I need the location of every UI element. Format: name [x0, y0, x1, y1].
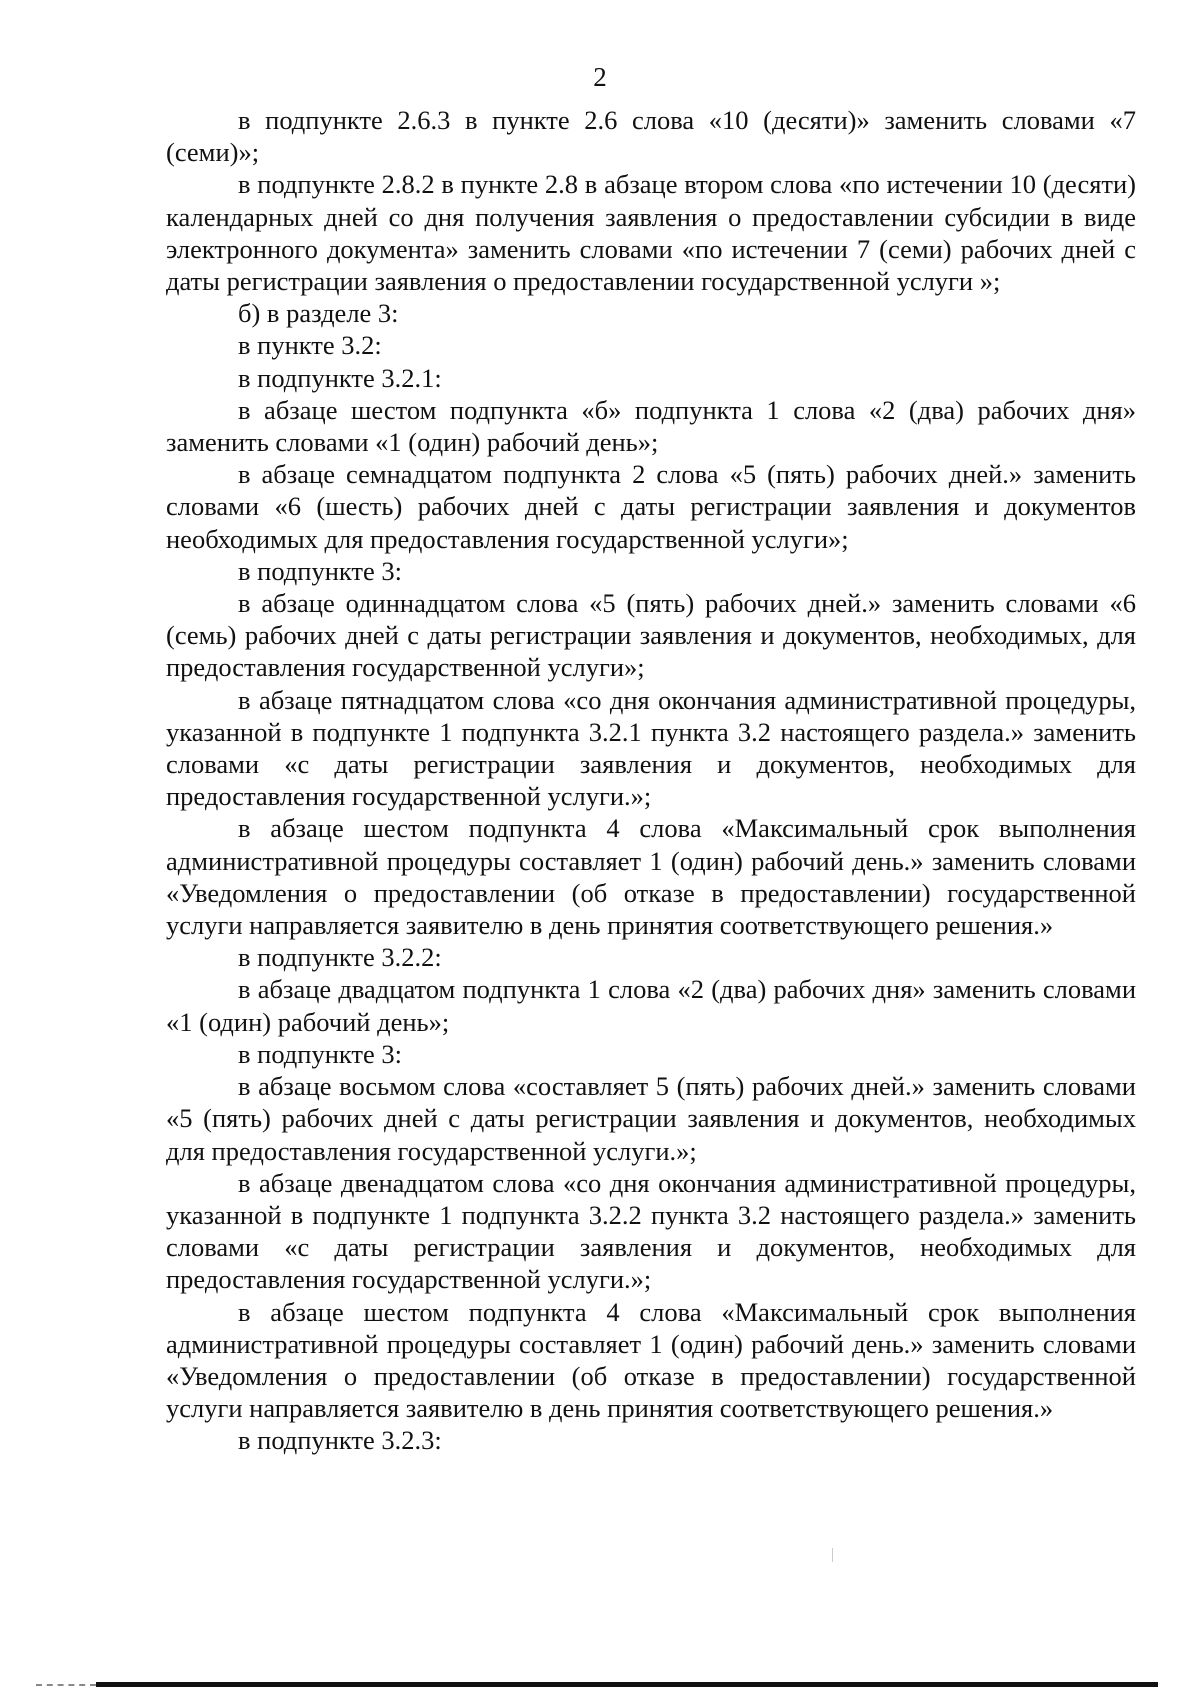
paragraph: в подпункте 3:	[238, 555, 403, 586]
paragraph: в пункте 3.2:	[238, 330, 382, 361]
section-heading: б) в разделе 3:	[238, 298, 399, 329]
paragraph: в абзаце двенадцатом слова «со дня окончания административной процедуры, указанной в подпункте 1 подпункта 3.2.2 пункта 3.2 настоящего раздела.» заменить словами «с даты регистрации заявления и документов, необходимых для предоставления государственной услуги.»;	[166, 1167, 1136, 1295]
scan-artifact	[832, 1548, 833, 1562]
paragraph: в абзаце восьмом слова «составляет 5 (пять) рабочих дней.» заменить словами «5 (пять) рабочих дней с даты регистрации заявления и документов, необходимых для предоставления государственной услуги.»;	[166, 1071, 1136, 1166]
paragraph: в подпункте 3.2.2:	[238, 942, 442, 973]
paragraph: в подпункте 3:	[238, 1038, 403, 1069]
scan-edge-dots	[36, 1684, 96, 1686]
bottom-rule	[96, 1682, 1158, 1687]
document-body	[166, 104, 1136, 1457]
paragraph: в абзаце семнадцатом подпункта 2 слова «5 (пять) рабочих дней.» заменить словами «6 (шесть) рабочих дней с даты регистрации заявления и документов необходимых для предоставления государственной услуги»;	[166, 459, 1136, 554]
paragraph: в абзаце пятнадцатом слова «со дня окончания административной процедуры, указанной в подпункте 1 подпункта 3.2.1 пункта 3.2 настоящего раздела.» заменить словами «с даты регистрации заявления и документов, необходимых для предоставления государственной услуги.»;	[166, 684, 1136, 812]
paragraph: в подпункте 2.6.3 в пункте 2.6 слова «10 (десяти)» заменить словами «7 (семи)»;	[166, 105, 1136, 168]
paragraph: в подпункте 2.8.2 в пункте 2.8 в абзаце втором слова «по истечении 10 (десяти) календарных дней со дня получения заявления о предоставлении субсидии в виде электронного документа» заменить словами «по истечении 7 (семи) рабочих дней с даты регистрации заявления о предоставлении государственной услуги »;	[166, 169, 1136, 297]
paragraph: в абзаце шестом подпункта «б» подпункта 1 слова «2 (два) рабочих дня» заменить словами «1 (один) рабочий день»;	[166, 394, 1136, 458]
paragraph: в абзаце одиннадцатом слова «5 (пять) рабочих дней.» заменить словами «6 (семь) рабочих дней с даты регистрации заявления и документов, необходимых, для предоставления государственной услуги»;	[166, 588, 1136, 683]
paragraph: в подпункте 3.2.3:	[238, 1425, 442, 1456]
page-number: 2	[593, 62, 607, 92]
paragraph: в абзаце двадцатом подпункта 1 слова «2 (два) рабочих дня» заменить словами «1 (один) рабочий день»;	[166, 974, 1136, 1037]
paragraph: в абзаце шестом подпункта 4 слова «Максимальный срок выполнения административной процедуры составляет 1 (один) рабочий день.» заменить словами «Уведомления о предоставлении (об отказе в предоставлении) государственной услуги направляется заявителю в день принятия соответствующего решения.»	[166, 1296, 1136, 1424]
paragraph: в подпункте 3.2.1:	[238, 362, 442, 393]
paragraph: в абзаце шестом подпункта 4 слова «Максимальный срок выполнения административной процедуры составляет 1 (один) рабочий день.» заменить словами «Уведомления о предоставлении (об отказе в предоставлении) государственной услуги направляется заявителю в день принятия соответствующего решения.»	[166, 813, 1136, 941]
